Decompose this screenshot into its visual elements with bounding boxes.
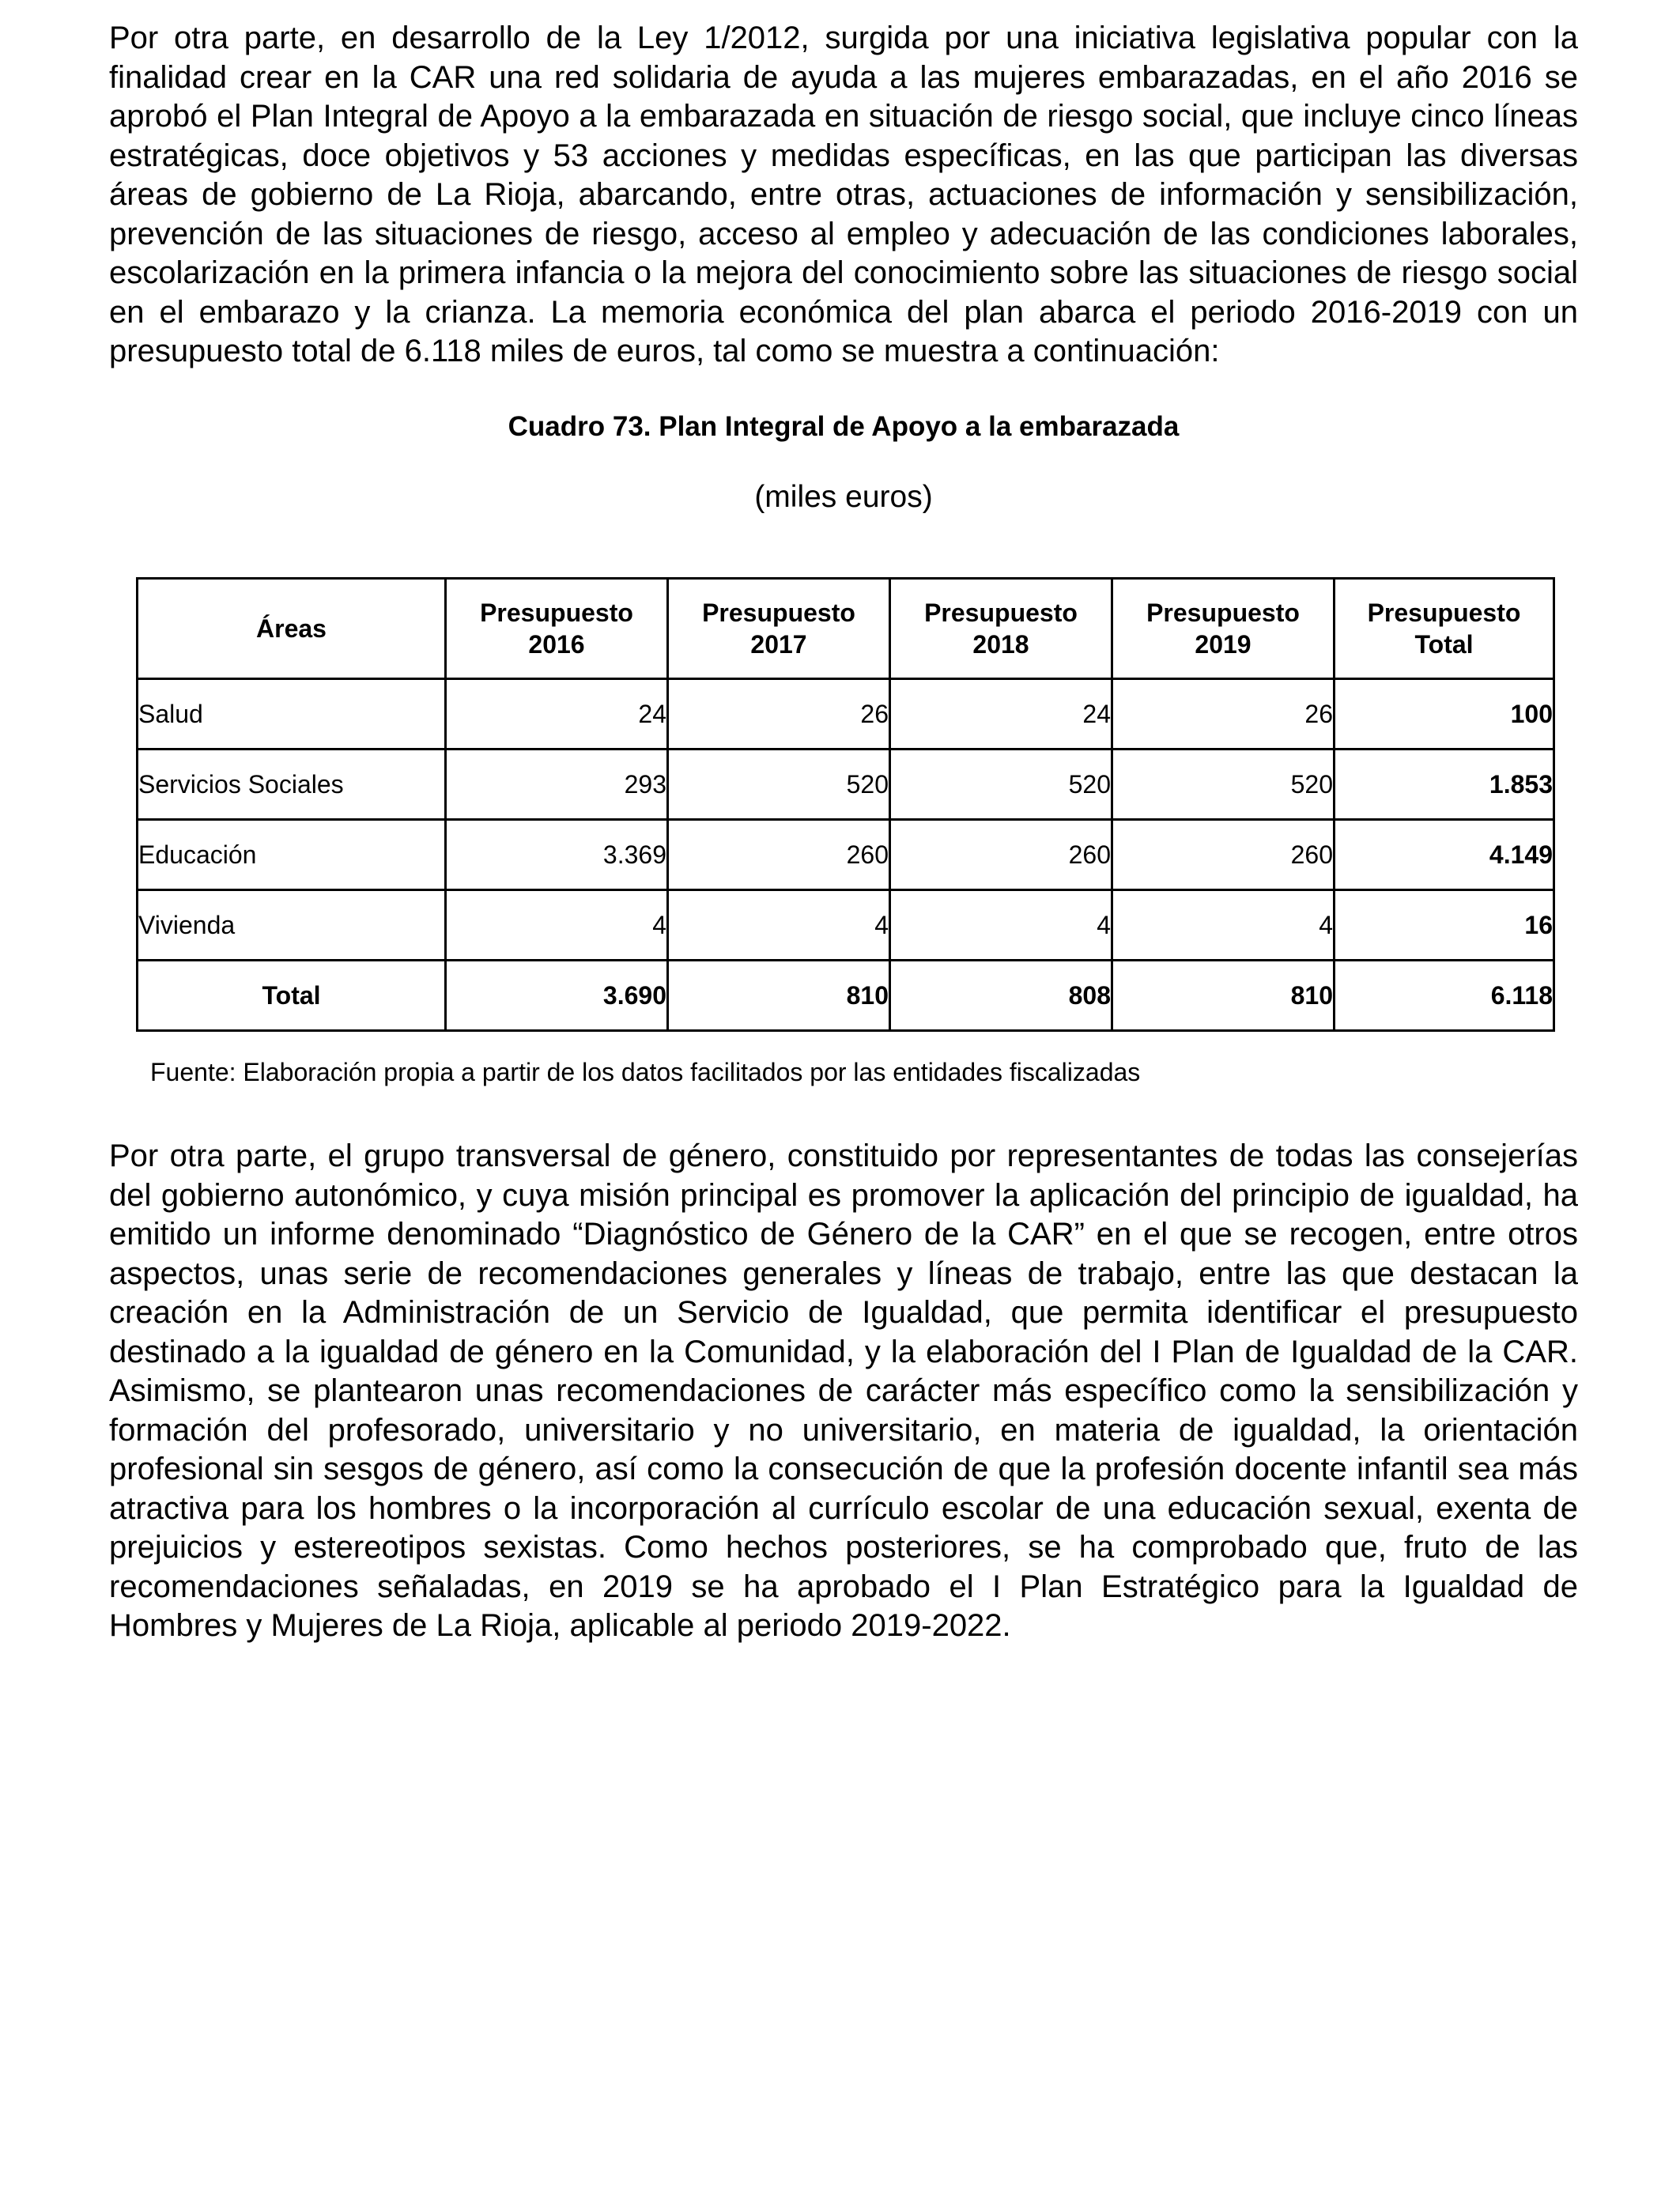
cell-total: 1.853 <box>1335 750 1554 820</box>
table-caption-units: (miles euros) <box>754 479 933 514</box>
cell-2019: 260 <box>1112 820 1335 890</box>
header-2018: Presupuesto 2018 <box>890 579 1112 679</box>
cell-2016: 3.369 <box>446 820 668 890</box>
cell-2016: 4 <box>446 890 668 961</box>
cell-2017: 4 <box>668 890 890 961</box>
intro-paragraph: Por otra parte, en desarrollo de la Ley 1/2012, surgida por una iniciativa legislativa popular con la finalidad crear en la CAR una red solidaria de ayuda a las mujeres embarazadas, en el año 2016 se aprobó el Plan Integral de Apoyo a la embarazada en situación de riesgo social, que incluye cinco líneas estratégicas, doce objetivos y 53 acciones y medidas específicas, en las que participan las diversas áreas de gobierno de La Rioja, abarcando, entre otras, actuaciones de información y sensibilización, prevención de las situaciones de riesgo, acceso al empleo y adecuación de las condiciones laborales, escolarización en la primera infancia o la mejora del conocimiento sobre las situaciones de riesgo social en el embarazo y la crianza. La memoria económica del plan abarca el periodo 2016-2019 con un presupuesto total de 6.118 miles de euros, tal como se muestra a continuación: <box>109 21 1578 368</box>
cell-2017: 260 <box>668 820 890 890</box>
cell-total: 16 <box>1335 890 1554 961</box>
total-2019: 810 <box>1112 961 1335 1031</box>
cell-total: 100 <box>1335 679 1554 750</box>
document-page <box>109 19 1578 1643</box>
total-row-label: Total <box>138 961 446 1031</box>
table-row <box>138 750 1554 820</box>
row-area: Salud <box>138 679 446 750</box>
cell-2018: 24 <box>890 679 1112 750</box>
cell-2018: 520 <box>890 750 1112 820</box>
cell-2016: 24 <box>446 679 668 750</box>
budget-table <box>136 577 1555 1032</box>
header-2016: Presupuesto 2016 <box>446 579 668 679</box>
row-area: Educación <box>138 820 446 890</box>
second-paragraph: Por otra parte, el grupo transversal de género, constituido por representantes de todas las consejerías del gobierno autonómico, y cuya misión principal es promover la aplicación del principio de igualdad, ha emitido un informe denominado “Diagnóstico de Género de la CAR” en el que se recogen, entre otros aspectos, unas serie de recomendaciones generales y líneas de trabajo, entre las que destacan la creación en la Administración de un Servicio de Igualdad, que permita identificar el presupuesto destinado a la igualdad de género en la Comunidad, y la elaboración del I Plan de Igualdad de la CAR. Asimismo, se plantearon unas recomendaciones de carácter más específico como la sensibilización y formación del profesorado, universitario y no universitario, en materia de igualdad, la orientación profesional sin sesgos de género, así como la consecución de que la profesión docente infantil sea más atractiva para los hombres o la incorporación al currículo escolar de una educación sexual, exenta de prejuicios y estereotipos sexistas. Como hechos posteriores, se ha comprobado que, fruto de las recomendaciones señaladas, en 2019 se ha aprobado el I Plan Estratégico para la Igualdad de Hombres y Mujeres de La Rioja, aplicable al periodo 2019-2022. <box>109 1139 1578 1643</box>
header-2019: Presupuesto 2019 <box>1112 579 1335 679</box>
table-row <box>138 820 1554 890</box>
source-note: Fuente: Elaboración propia a partir de los datos facilitados por las entidades fiscalizadas <box>150 1058 1141 1086</box>
table-row <box>138 890 1554 961</box>
total-2017: 810 <box>668 961 890 1031</box>
total-2016: 3.690 <box>446 961 668 1031</box>
header-areas: Áreas <box>138 579 446 679</box>
cell-2016: 293 <box>446 750 668 820</box>
table-caption-title: Cuadro 73. Plan Integral de Apoyo a la embarazada <box>508 410 1180 442</box>
row-area: Servicios Sociales <box>138 750 446 820</box>
row-area: Vivienda <box>138 890 446 961</box>
total-grand: 6.118 <box>1335 961 1554 1031</box>
header-2017: Presupuesto 2017 <box>668 579 890 679</box>
cell-2017: 520 <box>668 750 890 820</box>
table-total-row <box>138 961 1554 1031</box>
header-total: Presupuesto Total <box>1335 579 1554 679</box>
cell-2018: 4 <box>890 890 1112 961</box>
table-row <box>138 679 1554 750</box>
cell-2019: 4 <box>1112 890 1335 961</box>
cell-2019: 520 <box>1112 750 1335 820</box>
total-2018: 808 <box>890 961 1112 1031</box>
table-header-row <box>138 579 1554 679</box>
cell-2017: 26 <box>668 679 890 750</box>
cell-2018: 260 <box>890 820 1112 890</box>
cell-total: 4.149 <box>1335 820 1554 890</box>
cell-2019: 26 <box>1112 679 1335 750</box>
